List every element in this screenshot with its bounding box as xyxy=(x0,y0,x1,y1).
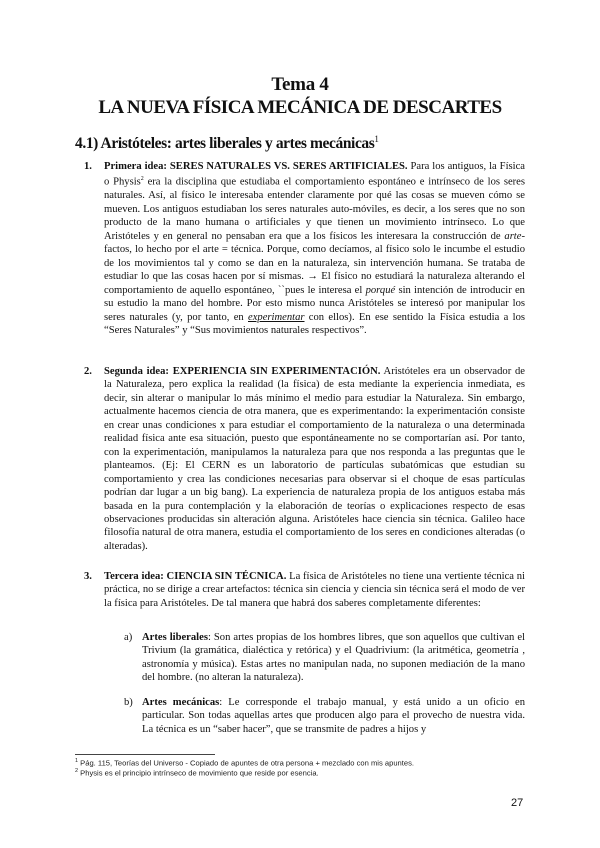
section-heading xyxy=(75,134,379,153)
chapter-label: Tema 4 xyxy=(271,74,329,95)
sub-item-body: : Le corresponde el trabajo manual, y está unido a un oficio en particular. Son todas aquellas artes que producen algo para el provecho de nuestra vida. La técnica es un “saber hacer”, que se transmite de padres a hijos y xyxy=(142,697,525,735)
item-text-part: Para los antiguos, la Física o Physis xyxy=(104,161,525,188)
footnote-text: Physis es el principio intrínseco de movimiento que reside por esencia. xyxy=(78,768,319,778)
list-number: 2. xyxy=(84,366,92,377)
footnote-text: Pág. 115, Teorías del Universo - Copiado de apuntes de otra persona + mezclado con mis apuntes. xyxy=(78,758,415,768)
item-lead: Tercera idea: CIENCIA SIN TÉCNICA. xyxy=(104,571,287,582)
sub-item-lead: Artes mecánicas xyxy=(142,697,220,708)
footnote-divider xyxy=(75,754,215,755)
list-item-text xyxy=(104,160,525,337)
list-number: 3. xyxy=(84,571,92,582)
item-lead: Primera idea: SERES NATURALES VS. SERES ARTIFICIALES. xyxy=(104,161,408,172)
item-text-part: era la disciplina que estudiaba el comportamiento espontáneo e intrínseco de los seres naturales. Así, al físico le interesaba entender claramente por qué las cosas se mueven cómo se mueven. Los antiguos estudiaban los seres naturales auto-móviles, es decir, a los seres que no son producto de la mano humana o artificiales y que tienen un movimiento intrínseco. Lo que Aristóteles y en general no pensaban era que a los físicos les interesara la construcción de xyxy=(104,176,525,242)
item-text-part: La física de Aristóteles no tiene una vertiente técnica ni práctica, no se dirige a crear artefactos: técnica sin ciencia y ciencia sin técnica será el modo de ver la física para Aristóteles. De tal manera que habrá dos saberes completamente diferentes: xyxy=(104,571,525,609)
item-text-part: -factos, lo hecho por el arte = técnica. Porque, como decíamos, al físico solo le incumbe el estudio de los movimientos tal y como se dan en la naturaleza, sin intervención humana. Se trataba de estudiar lo que las cosas hacen por sí mismas. → El físico no estudiará la naturaleza alterando el comportamiento de aquello espontáneo, ``pues le interesa el xyxy=(104,230,525,296)
list-number: 1. xyxy=(84,161,92,172)
list-item-text xyxy=(104,570,525,610)
sub-item-label: a) xyxy=(124,632,133,643)
item-text-part: sin intención de introducir en su estudio la mano del hombre. Por esto mismo nunca Aristóteles se interesó por manipular los seres naturales (y, por tanto, en xyxy=(104,284,525,323)
item-text-part: Aristóteles era un observador de la Naturaleza, pero explica la realidad (la física) de esta mediante la experiencia inmediata, es decir, sin alterar o manipular lo más mínimo el medio para estudiar la Naturaleza. Sin embargo, actualmente hacemos ciencia de otra manera, que es experimentando: la experimentación consiste en crear unas condiciones x para estudiar el comportamiento de la naturaleza o una determinada realidad física ante esa situación, puesto que espontáneamente no se comportarían así. Por tanto, con la experimentación, manipulamos la naturaleza para que nos responda a las preguntas que le planteamos. (Ej: El CERN es un laboratorio de partículas subatómicas que estudian su comportamiento y crea las condiciones necesarias para observar si el choque de esas partículas podrían dar lugar a un big bang). La experiencia de naturaleza propia de los antiguos estaba más basada en la pura contemplación y la elaboración de teorías o explicaciones respecto de esas observaciones producidas sin alteración alguna. Aristóteles hace ciencia sin técnica. Galileo hace filosofía natural de otra manera, estudia el comportamiento de los seres en condiciones alteradas (o alteradas). xyxy=(104,366,525,552)
list-item-3 xyxy=(84,570,525,610)
sub-item-body: : Son artes propias de los hombres libres, que son aquellos que cultivan el Trivium (la gramática, dialéctica y retórica) y el Quadrivium: (la aritmética, geometría , astronomía y música). Estas artes no manipulan nada, no suponen mediación de la mano del hombre. (no alteran la naturaleza). xyxy=(142,632,525,684)
footnote-mark: 1 xyxy=(75,758,79,764)
list-item-2 xyxy=(84,365,525,553)
item-emphasis: experimentar xyxy=(248,311,305,323)
sub-item-label: b) xyxy=(124,697,133,708)
list-item-text xyxy=(104,365,525,553)
sub-item-text xyxy=(142,696,525,736)
sub-item-text xyxy=(142,631,525,685)
section-heading-text: 4.1) Aristóteles: artes liberales y artes mecánicas xyxy=(75,135,375,153)
item-lead: Segunda idea: EXPERIENCIA SIN EXPERIMENTACIÓN. xyxy=(104,366,381,377)
list-item-1 xyxy=(84,160,525,337)
footnote-2 xyxy=(75,766,319,779)
item-emphasis: arte xyxy=(504,230,522,242)
sub-item-a xyxy=(124,631,525,685)
footnote-ref-1[interactable]: 1 xyxy=(374,134,379,144)
sub-item-lead: Artes liberales xyxy=(142,632,208,643)
page-number: 27 xyxy=(511,797,524,809)
sub-item-b xyxy=(124,696,525,736)
footnote-ref-2[interactable]: 2 xyxy=(140,176,144,183)
chapter-title: LA NUEVA FÍSICA MECÁNICA DE DESCARTES xyxy=(98,97,502,118)
footnote-mark: 2 xyxy=(75,768,79,774)
item-emphasis: porqué xyxy=(365,284,396,296)
item-text-part: con ellos). En ese sentido la Física estudia a los “Seres Naturales” y “Sus movimientos naturales respectivos”. xyxy=(104,311,525,336)
